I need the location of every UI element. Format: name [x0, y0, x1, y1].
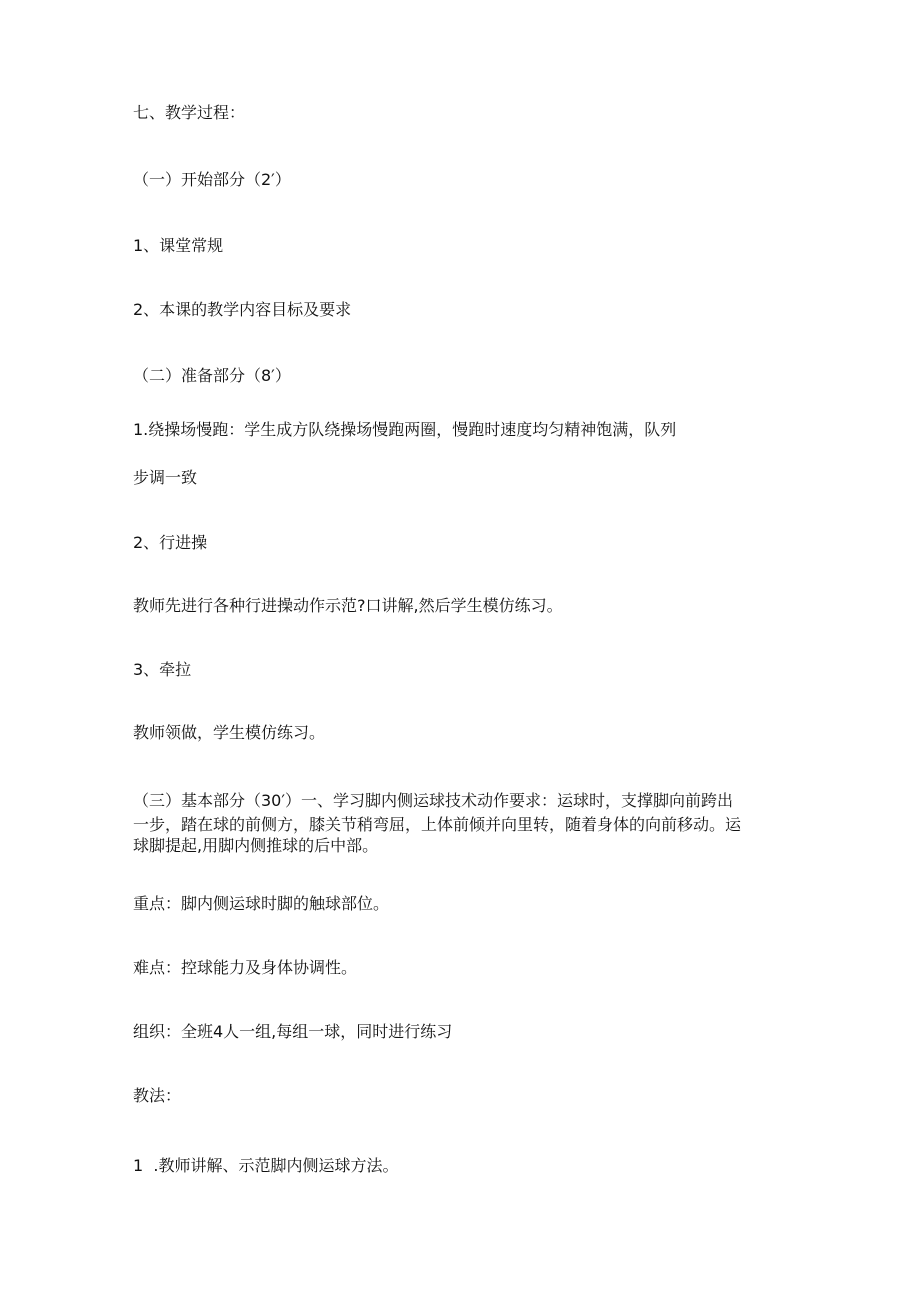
paragraph-line-difficulty: 难点：控球能力及身体协调性。 [133, 958, 358, 977]
subsection-heading-preparation: （二）准备部分（8′） [133, 366, 291, 385]
list-item: 3、牵拉 [133, 660, 192, 679]
subsection-heading-basic: （三）基本部分（30′）一、学习脚内侧运球技术动作要求：运球时，支撑脚向前跨出 [133, 791, 733, 810]
list-item: 2、本课的教学内容目标及要求 [133, 300, 352, 319]
paragraph-line: 球脚提起,用脚内侧推球的后中部。 [133, 836, 379, 855]
paragraph-line-method-heading: 教法： [133, 1086, 182, 1105]
paragraph-line: 步调一致 [133, 468, 198, 487]
paragraph-line: 1.绕操场慢跑：学生成方队绕操场慢跑两圈，慢跑时速度均匀精神饱满，队列 [133, 420, 677, 439]
section-heading-teaching-process: 七、教学过程： [133, 103, 246, 122]
paragraph-line: 教师先进行各种行进操动作示范?口讲解,然后学生模仿练习。 [133, 596, 563, 615]
list-item: 1 .教师讲解、示范脚内侧运球方法。 [133, 1156, 399, 1175]
paragraph-line: 教师领做，学生模仿练习。 [133, 723, 326, 742]
paragraph-line-key-point: 重点：脚内侧运球时脚的触球部位。 [133, 894, 390, 913]
paragraph-line: 一步，踏在球的前侧方，膝关节稍弯屈，上体前倾并向里转，随着身体的向前移动。运 [133, 815, 742, 834]
list-item: 1、课堂常规 [133, 236, 224, 255]
list-item: 2、行进操 [133, 533, 208, 552]
subsection-heading-opening: （一）开始部分（2′） [133, 170, 291, 189]
paragraph-line-organization: 组织：全班4人一组,每组一球，同时进行练习 [133, 1022, 453, 1041]
